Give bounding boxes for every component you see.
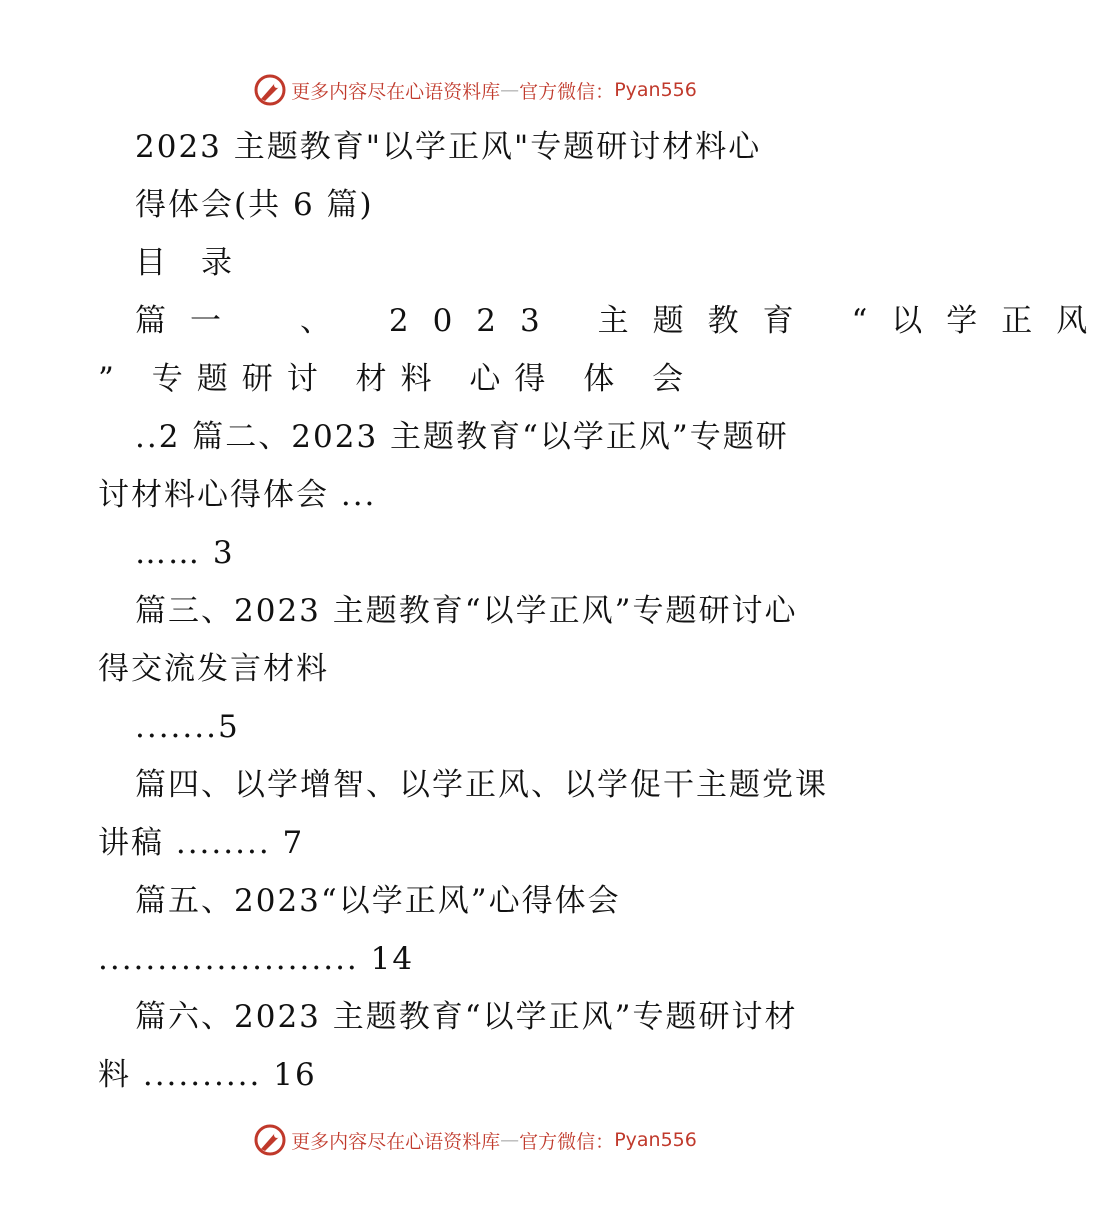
toc-line: 得交流发言材料 [98,651,329,687]
watermark-dash: — [500,1129,520,1151]
watermark-handle: Pyan556 [614,1129,697,1151]
toc-line: ..2 篇二、2023 主题教育“以学正风”专题研 [135,419,789,455]
watermark-wechat: 官方微信： [519,1130,615,1153]
watermark-handle: Pyan556 [614,79,697,101]
document-title-line-2: 得体会(共 6 篇) [135,187,374,223]
watermark-footer [0,1120,950,1160]
toc-line: ...................... 14 [98,941,415,977]
watermark-prefix: 更多内容尽在心语资料库 [291,1130,501,1153]
watermark-header [0,70,950,110]
toc-line: 篇一 、 2023 主题教育 “以学正风 [135,303,1111,339]
toc-line: 篇四、以学增智、以学正风、以学促干主题党课 [135,767,828,803]
toc-line: .......5 [135,709,240,745]
toc-line: 讲稿 ........ 7 [98,825,305,861]
document-title-line-1: 2023 主题教育"以学正风"专题研讨材料心 [135,129,762,165]
toc-line: 篇六、2023 主题教育“以学正风”专题研讨材 [135,999,798,1035]
pen-logo-icon [253,1123,287,1157]
toc-line: ” 专题研讨 材料 心得 体 会 [98,361,698,397]
watermark-wechat: 官方微信： [519,80,615,103]
toc-line: …… 3 [135,535,235,571]
toc-line: 篇五、2023“以学正风”心得体会 [135,883,621,919]
pen-logo-icon [253,73,287,107]
toc-line: 篇三、2023 主题教育“以学正风”专题研讨心 [135,593,798,629]
toc-line: 料 .......... 16 [98,1057,317,1093]
watermark-dash: — [500,79,520,101]
toc-heading: 目 录 [135,245,234,281]
watermark-prefix: 更多内容尽在心语资料库 [291,80,501,103]
toc-line: 讨材料心得体会 ... [98,477,377,513]
